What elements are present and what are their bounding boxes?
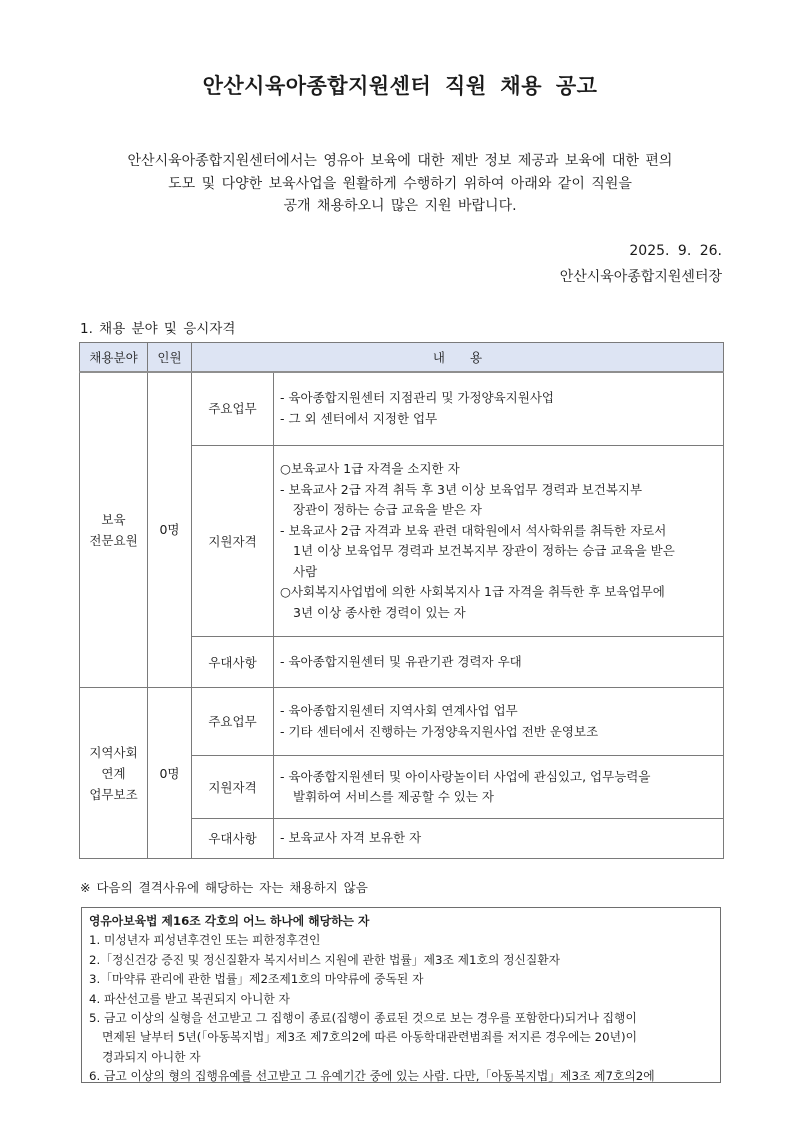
- disqualification-item: 4. 파산선고를 받고 복권되지 아니한 자: [89, 991, 290, 1006]
- content-item: ○보육교사 1급 자격을 소지한 자: [280, 461, 460, 476]
- issuer-name: 안산시육아종합지원센터장: [559, 269, 722, 285]
- field-label-line: 전문요원: [89, 532, 138, 548]
- field-label-line: 지역사회: [89, 744, 138, 760]
- disqualification-box: [81, 907, 721, 1083]
- disqualification-item: 면제된 날부터 5년(「아동복지법」제3조 제7호의2에 따른 아동학대관련범죄를 저지른 경우에는 20년)이: [102, 1030, 637, 1045]
- field-label-line: 보육: [101, 511, 126, 527]
- disqualification-box-title: 영유아보육법 제16조 각호의 어느 하나에 해당하는 자: [89, 914, 370, 928]
- header-field: 채용분야: [80, 343, 148, 372]
- disqualification-item: 3.「마약류 관리에 관한 법률」제2조제1호의 마약류에 중독된 자: [89, 972, 424, 987]
- content-main-duties: [274, 688, 724, 756]
- disqualification-item: 5. 금고 이상의 실형을 선고받고 그 집행이 종료(집행이 종료된 것으로 보는 경우를 포함한다)되거나 집행이: [89, 1011, 637, 1026]
- field-label-line: 연계: [101, 765, 126, 781]
- page-title: 안산시육아종합지원센터 직원 채용 공고: [202, 74, 598, 98]
- table-row: [80, 688, 724, 756]
- header-count: 인원: [148, 343, 192, 372]
- header-content: 내 용: [192, 343, 724, 372]
- recruitment-table: [79, 342, 724, 859]
- sublabel-preferences: 우대사항: [192, 637, 274, 688]
- disqualification-item: 1. 미성년자 피성년후견인 또는 피한정후견인: [89, 933, 321, 948]
- content-item: 1년 이상 보육업무 경력과 보건복지부 장관이 정하는 승급 교육을 받은: [293, 543, 675, 558]
- content-preferences: [274, 819, 724, 859]
- count-cell: 0명: [148, 372, 192, 688]
- intro-line: 도모 및 다양한 보육사업을 원활하게 수행하기 위하여 아래와 같이 직원을: [168, 175, 632, 192]
- sublabel-qualifications: 지원자격: [192, 756, 274, 819]
- field-cell: [80, 372, 148, 688]
- content-main-duties: [274, 372, 724, 446]
- content-qualifications: [274, 446, 724, 637]
- content-item: - 육아종합지원센터 및 아이사랑놀이터 사업에 관심있고, 업무능력을: [280, 768, 651, 784]
- announcement-date: 2025. 9. 26.: [629, 243, 722, 259]
- content-item: - 그 외 센터에서 지정한 업무: [280, 410, 438, 426]
- content-item: 발휘하여 서비스를 제공할 수 있는 자: [293, 789, 494, 804]
- content-item: - 육아종합지원센터 및 유관기관 경력자 우대: [280, 653, 522, 669]
- disqualification-item: 6. 금고 이상의 형의 집행유예를 선고받고 그 유예기간 중에 있는 사람. 다만,「아동복지법」제3조 제7호의2에: [89, 1069, 655, 1084]
- count-cell: 0명: [148, 688, 192, 859]
- sublabel-main-duties: 주요업무: [192, 372, 274, 446]
- field-cell: [80, 688, 148, 859]
- content-item: 장관이 정하는 승급 교육을 받은 자: [293, 502, 482, 517]
- content-item: - 보육교사 자격 보유한 자: [280, 830, 422, 846]
- content-item: - 기타 센터에서 진행하는 가정양육지원사업 전반 운영보조: [280, 723, 599, 739]
- content-qualifications: [274, 756, 724, 819]
- table-row: [80, 372, 724, 446]
- intro-line: 공개 채용하오니 많은 지원 바랍니다.: [283, 198, 517, 214]
- disqualification-notice: ※ 다음의 결격사유에 해당하는 자는 채용하지 않음: [80, 880, 368, 895]
- content-preferences: [274, 637, 724, 688]
- content-item: ○사회복지사업법에 의한 사회복지사 1급 자격을 취득한 후 보육업무에: [280, 584, 665, 599]
- intro-paragraph: [80, 150, 720, 218]
- sublabel-preferences: 우대사항: [192, 819, 274, 859]
- sublabel-qualifications: 지원자격: [192, 446, 274, 637]
- content-item: - 보육교사 2급 자격과 보육 관련 대학원에서 석사학위를 취득한 자로서: [280, 522, 667, 538]
- field-label-line: 업무보조: [89, 786, 138, 802]
- content-item: - 육아종합지원센터 지역사회 연계사업 업무: [280, 703, 518, 718]
- content-item: - 보육교사 2급 자격 취득 후 3년 이상 보육업무 경력과 보건복지부: [280, 481, 643, 497]
- disqualification-item: 경과되지 아니한 자: [102, 1049, 201, 1064]
- sublabel-main-duties: 주요업무: [192, 688, 274, 756]
- content-item: - 육아종합지원센터 지점관리 및 가정양육지원사업: [280, 390, 554, 406]
- table-header-row: [80, 343, 724, 372]
- content-item: 3년 이상 종사한 경력이 있는 자: [293, 604, 466, 620]
- intro-line: 안산시육아종합지원센터에서는 영유아 보육에 대한 제반 정보 제공과 보육에 대한 편의: [127, 153, 673, 169]
- section-title: 1. 채용 분야 및 응시자격: [80, 321, 236, 337]
- content-item: 사람: [293, 563, 318, 579]
- disqualification-item: 2.「정신건강 증진 및 정신질환자 복지서비스 지원에 관한 법률」제3조 제1호의 정신질환자: [89, 952, 561, 967]
